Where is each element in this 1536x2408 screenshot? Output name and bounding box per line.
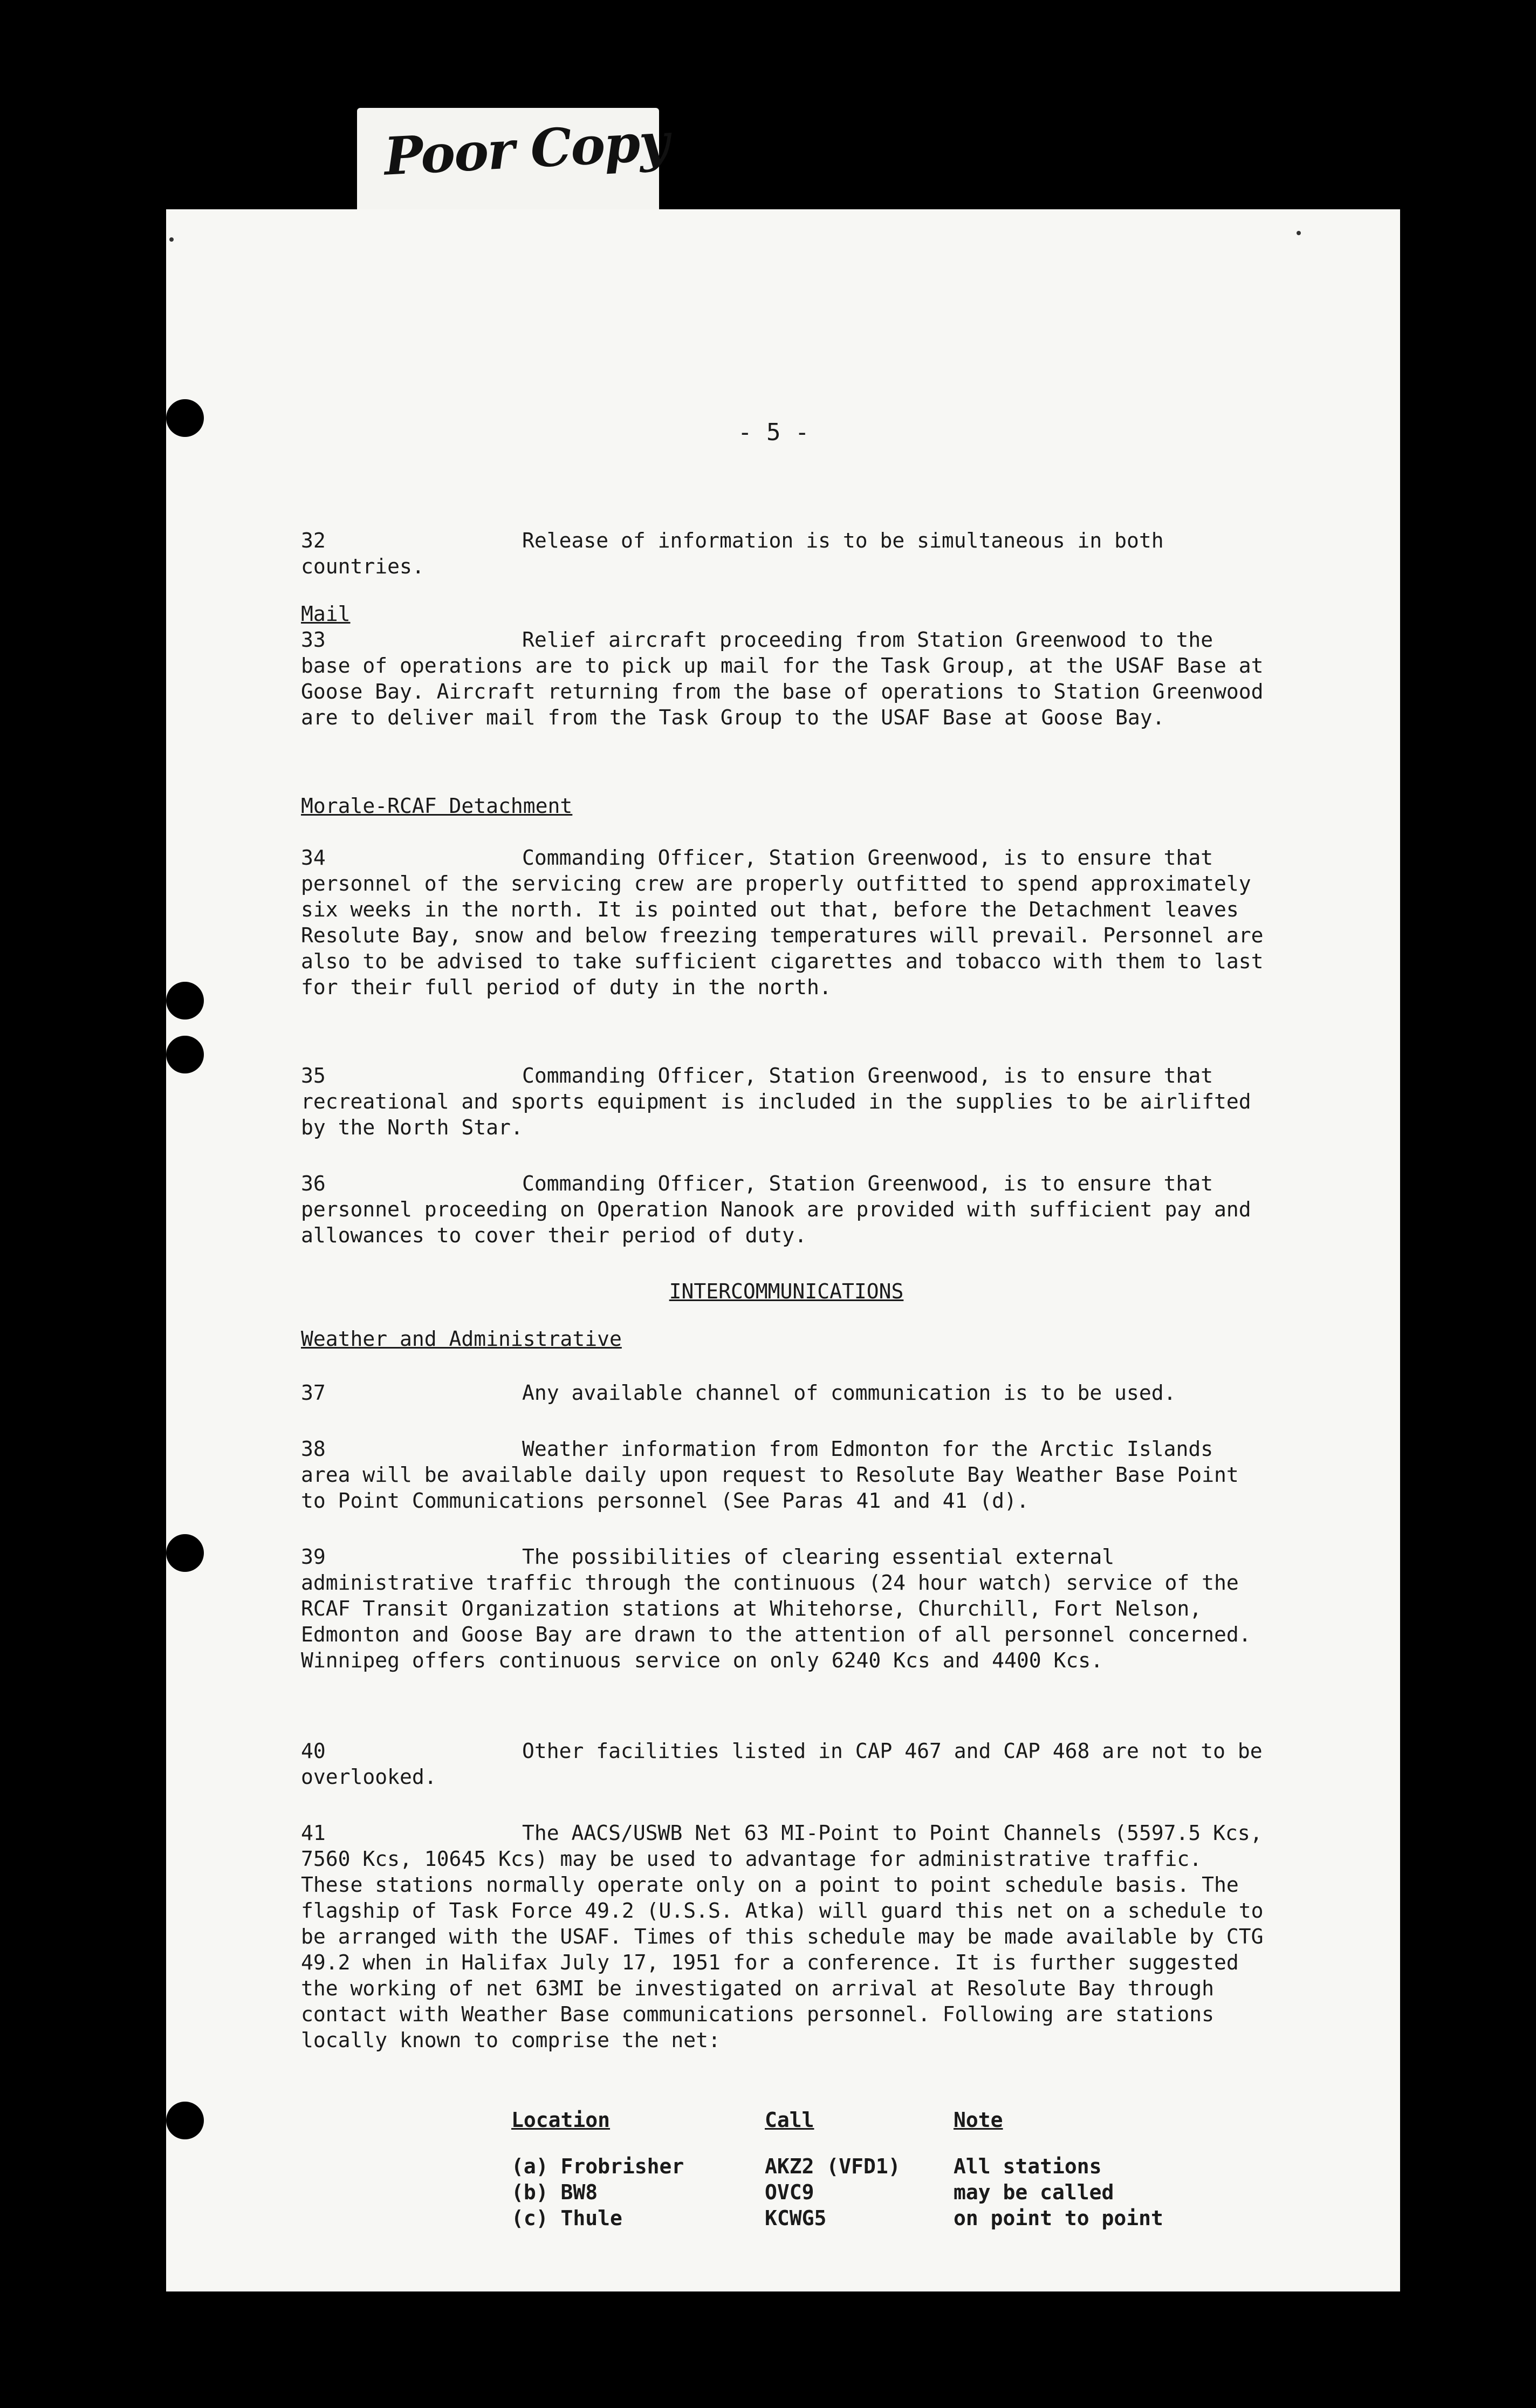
page-number: - 5 - [738, 419, 810, 446]
paragraph-number: 40 [301, 1739, 326, 1763]
section-heading: Weather and Administrative [301, 1327, 622, 1351]
paragraph-number: 38 [301, 1437, 326, 1461]
station-note: may be called [954, 2180, 1114, 2204]
table-row [511, 2205, 1202, 2231]
punch-hole [166, 399, 204, 437]
column-header-location: Location [511, 2108, 611, 2132]
paragraph-text: Other facilities listed in CAP 467 and CAP 468 are not to be overlooked. [301, 1739, 1263, 1789]
paragraph-35 [301, 1063, 1272, 1140]
station-note: All stations [954, 2154, 1102, 2178]
section-heading: Mail [301, 602, 351, 626]
station-location: (c) Thule [511, 2206, 622, 2230]
paragraph-text: Commanding Officer, Station Greenwood, is to ensure that personnel proceeding on Operation Nanook are provided with sufficient pay and allowances to cover their period of duty. [301, 1172, 1251, 1247]
heading-mail [301, 601, 1272, 627]
paragraph-text: Commanding Officer, Station Greenwood, is to ensure that personnel of the servicing crew are properly outfitted to spend approximately six weeks in the north. It is pointed out that, before the Detachment leaves Resolute Bay, snow and below freezing temperatures will prevail. Personnel are also to be advised to take sufficient cigarettes and tobacco with them to last for their full period of duty in the north. [301, 846, 1264, 999]
heading-weather-administrative [301, 1326, 1272, 1352]
punch-hole [166, 982, 204, 1020]
section-heading: Morale-RCAF Detachment [301, 794, 573, 818]
table-row [511, 2153, 1202, 2179]
paragraph-number: 32 [301, 529, 326, 552]
paragraph-number: 37 [301, 1381, 326, 1405]
station-note: on point to point [954, 2206, 1163, 2230]
paragraph-39 [301, 1544, 1272, 1673]
column-header-note: Note [954, 2108, 1003, 2132]
paragraph-number: 41 [301, 1821, 326, 1845]
paragraph-number: 33 [301, 628, 326, 652]
paragraph-40 [301, 1738, 1272, 1790]
document-page [166, 209, 1400, 2291]
paragraph-text: Weather information from Edmonton for the Arctic Islands area will be available daily upon request to Resolute Bay Weather Base Point to Point Communications personnel (See Paras 41 and 41 (d). [301, 1437, 1239, 1513]
paragraph-33 [301, 627, 1272, 730]
poor-copy-label [357, 108, 670, 216]
paragraph-number: 36 [301, 1172, 326, 1195]
stations-table [511, 2108, 1202, 2231]
column-header-call: Call [765, 2108, 814, 2132]
speck [1297, 231, 1301, 235]
paragraph-text: Release of information is to be simultaneous in both countries. [301, 529, 1164, 578]
poor-copy-handwriting: Poor Copy [382, 111, 670, 187]
paragraph-34 [301, 845, 1272, 1000]
station-location: (a) Frobrisher [511, 2154, 684, 2178]
paragraph-32 [301, 528, 1272, 579]
section-heading: INTERCOMMUNICATIONS [669, 1280, 904, 1303]
station-call: KCWG5 [765, 2206, 827, 2230]
speck [169, 237, 174, 242]
paragraph-number: 39 [301, 1545, 326, 1569]
paragraph-text: The AACS/USWB Net 63 MI-Point to Point Channels (5597.5 Kcs, 7560 Kcs, 10645 Kcs) may be used to advantage for administrative traffic. These stations normally operate only on a point to point schedule basis. The flagship of Task Force 49.2 (U.S.S. Atka) will guard this net on a schedule to be arranged with the USAF. Times of this schedule may be made available by CTG 49.2 when in Halifax July 17, 1951 for a conference. It is further suggested the working of net 63MI be investigated on arrival at Resolute Bay through contact with Weather Base communications personnel. Following are stations locally known to comprise the net: [301, 1821, 1264, 2052]
paragraph-text: Any available channel of communication is to be used. [522, 1381, 1176, 1405]
paragraph-41 [301, 1820, 1272, 2053]
punch-hole [166, 2102, 204, 2139]
heading-intercommunications [301, 1278, 1272, 1304]
station-call: AKZ2 (VFD1) [765, 2154, 901, 2178]
paragraph-number: 35 [301, 1064, 326, 1087]
paragraph-37 [301, 1380, 1272, 1406]
paragraph-text: Relief aircraft proceeding from Station Greenwood to the base of operations are to pick up mail for the Task Group, at the USAF Base at Goose Bay. Aircraft returning from the base of operations to Station Greenwood are to deliver mail from the Task Group to the USAF Base at Goose Bay. [301, 628, 1264, 729]
table-row [511, 2179, 1202, 2205]
paragraph-text: Commanding Officer, Station Greenwood, is to ensure that recreational and sports equipment is included in the supplies to be airlifted by the North Star. [301, 1064, 1251, 1139]
heading-morale [301, 793, 1272, 819]
paragraph-text: The possibilities of clearing essential external administrative traffic through the continuous (24 hour watch) service of the RCAF Transit Organization stations at Whitehorse, Churchill, Fort Nelson, Edmonton and Goose Bay are drawn to the attention of all personnel concerned. Winnipeg offers continuous service on only 6240 Kcs and 4400 Kcs. [301, 1545, 1251, 1672]
paragraph-number: 34 [301, 846, 326, 870]
paragraph-36 [301, 1171, 1272, 1248]
punch-hole [166, 1036, 204, 1073]
station-call: OVC9 [765, 2180, 814, 2204]
paragraph-38 [301, 1436, 1272, 1514]
station-location: (b) BW8 [511, 2180, 598, 2204]
punch-hole [166, 1534, 204, 1572]
